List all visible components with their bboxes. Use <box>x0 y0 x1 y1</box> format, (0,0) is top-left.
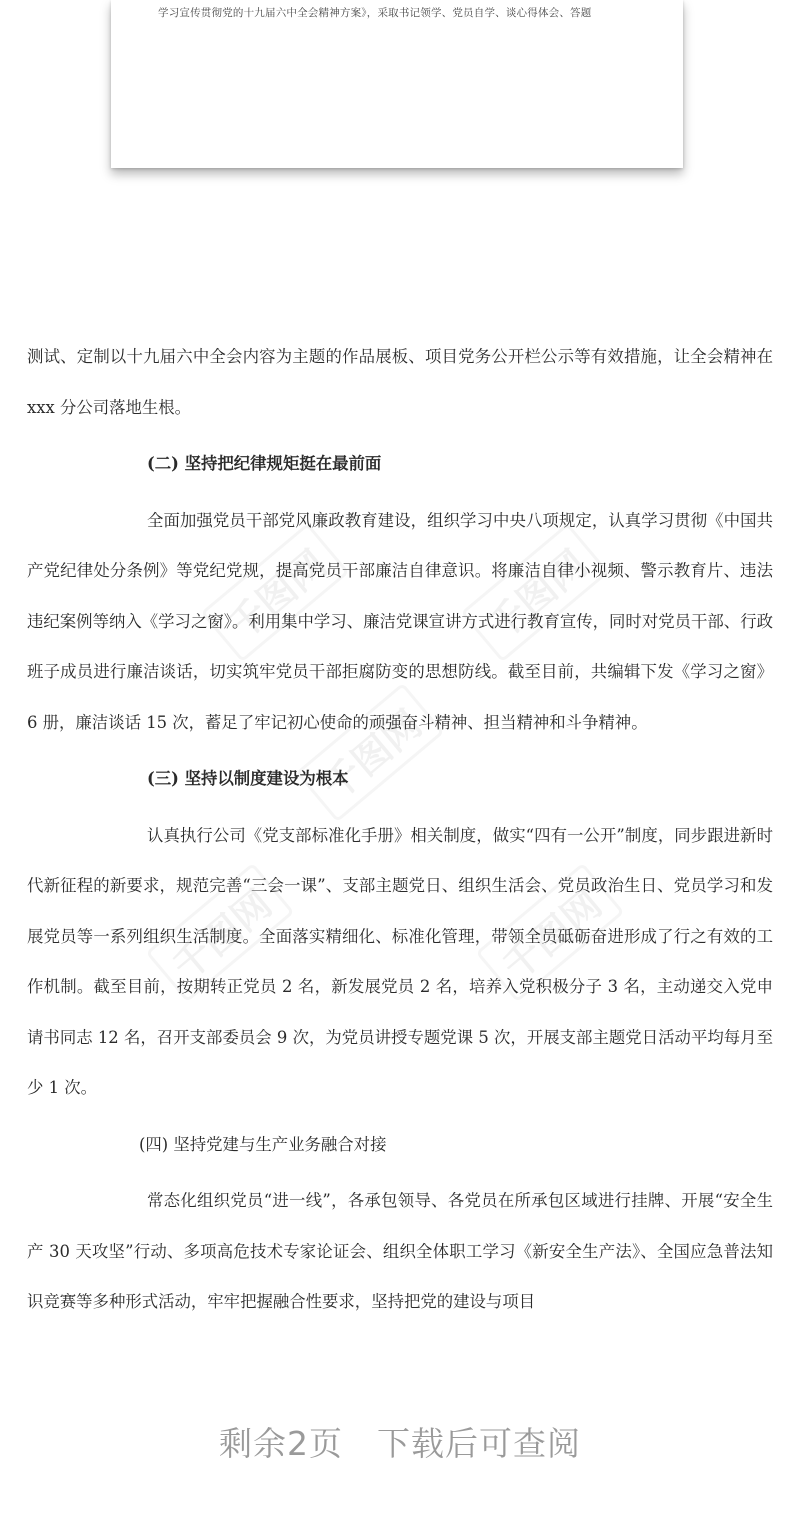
previous-page-text: 学习宣传贯彻党的十九届六中全会精神方案》，采取书记领学、党员自学、谈心得体会、答题 <box>158 7 592 19</box>
watermark: 千图网 <box>475 863 624 1003</box>
watermark: 千图网 <box>145 863 294 1003</box>
watermark: 千图网 <box>460 523 609 663</box>
section-heading-3: (三) 坚持以制度建设为根本 <box>147 769 349 788</box>
watermark: 千图网 <box>200 523 349 663</box>
paragraph-system: 认真执行公司《党支部标准化手册》相关制度，做实“四有一公开”制度，同步跟进新时代新征程的新要求，规范完善“三会一课”、支部主题党日、组织生活会、党员政治生日、党员学习和发展党员等一系列组织生活制度。全面落实精细化、标准化管理，带领全员砥砺奋进形成了行之有效的工作机制。截至目前，按期转正党员 2 名，新发展党员 2 名，培养入党积极分子 3 名，主动递交入党申请书同志 12 名，召开支部委员会 9 次，为党员讲授专题党课 5 次，开展支部主题党日活动平均每月至少 1 次。 <box>27 825 773 1097</box>
previous-page-card <box>111 0 683 168</box>
section-heading-4: (四) 坚持党建与生产业务融合对接 <box>139 1134 387 1154</box>
paragraph-continuation: 测试、定制以十九届六中全会内容为主题的作品展板、项目党务公开栏公示等有效措施，让全会精神在 xxx 分公司落地生根。 <box>27 347 773 417</box>
paragraph-integration: 常态化组织党员“进一线”，各承包领导、各党员在所承包区域进行挂牌、开展“安全生产 30 天攻坚”行动、多项高危技术专家论证会、组织全体职工学习《新安全生产法》、全国应急普法知识竞赛等多种形式活动，牢牢把握融合性要求，坚持把党的建设与项目 <box>27 1191 773 1311</box>
paragraph-discipline: 全面加强党员干部党风廉政教育建设，组织学习中央八项规定，认真学习贯彻《中国共产党纪律处分条例》等党纪党规，提高党员干部廉洁自律意识。将廉洁自律小视频、警示教育片、违法违纪案例等纳入《学习之窗》。利用集中学习、廉洁党课宣讲方式进行教育宣传，同时对党员干部、行政班子成员进行廉洁谈话，切实筑牢党员干部拒腐防变的思想防线。截至目前，共编辑下发《学习之窗》6 册，廉洁谈话 15 次，蓄足了牢记初心使命的顽强奋斗精神、担当精神和斗争精神。 <box>27 510 773 732</box>
download-prompt[interactable]: 剩余2页 下载后可查阅 <box>219 1424 581 1463</box>
section-heading-2: (二) 坚持把纪律规矩挺在最前面 <box>147 454 382 473</box>
watermark: 千图网 <box>295 683 444 823</box>
document-body <box>27 332 773 1328</box>
